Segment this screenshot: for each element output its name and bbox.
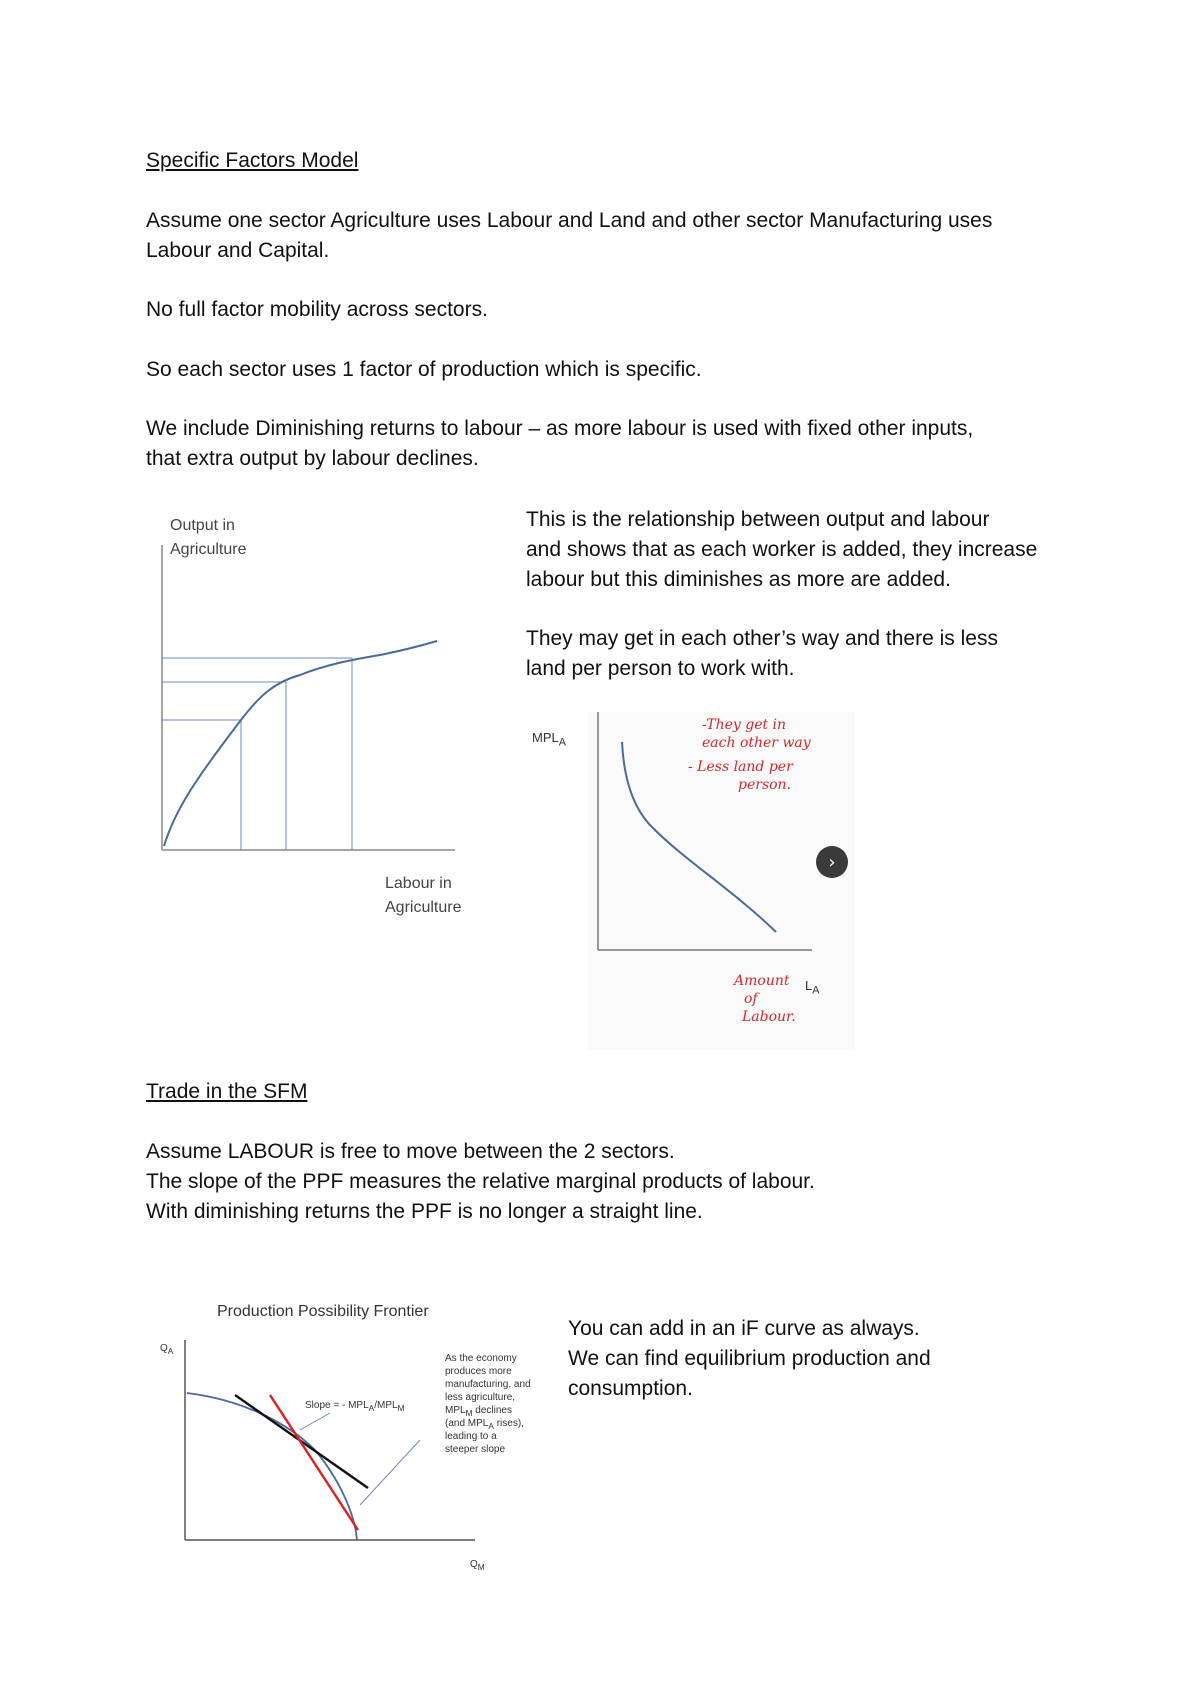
annotation-line: less agriculture, — [445, 1392, 516, 1403]
paragraph-line: The slope of the PPF measures the relative marginal products of labour. — [146, 1170, 815, 1193]
y-axis-label: $MPL_A$ — [532, 730, 566, 749]
side-text-line: We can find equilibrium production and — [568, 1347, 931, 1370]
paragraph-line: We include Diminishing returns to labour – as more labour is used with fixed other inputs, — [146, 417, 974, 440]
y-axis-label: Agriculture — [170, 541, 247, 558]
annotation-line: leading to a — [445, 1431, 497, 1442]
handwritten-note: of — [744, 991, 758, 1007]
side-text-line: They may get in each other’s way and there is less — [526, 627, 998, 650]
x-axis-label: Labour in — [385, 875, 452, 892]
y-axis-label: $Q_A$ — [160, 1343, 174, 1356]
handwritten-note: person. — [738, 777, 792, 793]
ppf-curve — [187, 1393, 357, 1540]
annotation-line: produces more — [445, 1366, 512, 1377]
annotation-line: steeper slope — [445, 1444, 506, 1455]
next-arrow-icon[interactable]: › — [816, 846, 848, 878]
side-text-line: You can add in an iF curve as always. — [568, 1317, 920, 1340]
ppf-figure — [155, 1300, 545, 1580]
paragraph-line: So each sector uses 1 factor of production which is specific. — [146, 358, 702, 381]
output-labour-figure — [150, 510, 490, 930]
production-curve — [164, 641, 437, 846]
x-axis-label: $L_A$ — [805, 978, 820, 997]
side-text-line: This is the relationship between output and labour — [526, 508, 990, 531]
handwritten-note: - Less land per — [688, 759, 793, 775]
x-axis-label: Agriculture — [385, 899, 462, 916]
handwritten-note: -They get in — [702, 717, 787, 733]
annotation-line: (and $MPL_A$ rises), — [445, 1418, 524, 1431]
side-text-line: consumption. — [568, 1377, 693, 1400]
annotation-line: manufacturing, and — [445, 1379, 531, 1390]
side-text-line: labour but this diminishes as more are added. — [526, 568, 951, 591]
handwritten-note: Amount — [734, 973, 790, 989]
paragraph-line: Assume one sector Agriculture uses Labour and Land and other sector Manufacturing uses — [146, 209, 993, 232]
slope-label: Slope = - $MPL_A/MPL_M$ — [305, 1400, 405, 1413]
y-axis-label: Output in — [170, 517, 235, 534]
mpl-figure — [520, 712, 855, 1052]
handwritten-note: each other way — [702, 735, 811, 751]
paragraph-line: that extra output by labour declines. — [146, 447, 479, 470]
side-text-line: and shows that as each worker is added, they increase — [526, 538, 1038, 561]
paragraph-line: With diminishing returns the PPF is no longer a straight line. — [146, 1200, 703, 1223]
section-heading-trade: Trade in the SFM — [146, 1080, 308, 1103]
leader-line — [360, 1440, 420, 1505]
tangent-line — [270, 1395, 358, 1530]
paragraph-line: Labour and Capital. — [146, 239, 330, 262]
paragraph-line: Assume LABOUR is free to move between the 2 sectors. — [146, 1140, 675, 1163]
annotation-line: As the economy — [445, 1353, 517, 1364]
annotation-line: $MPL_M$ declines — [445, 1405, 512, 1418]
section-heading-specific-factors: Specific Factors Model — [146, 149, 359, 172]
x-axis-label: $Q_M$ — [470, 1559, 485, 1572]
handwritten-note: Labour. — [742, 1009, 796, 1025]
side-text-line: land per person to work with. — [526, 657, 795, 680]
paragraph-line: No full factor mobility across sectors. — [146, 298, 488, 321]
ppf-title: Production Possibility Frontier — [217, 1303, 429, 1320]
leader-line — [300, 1413, 330, 1430]
